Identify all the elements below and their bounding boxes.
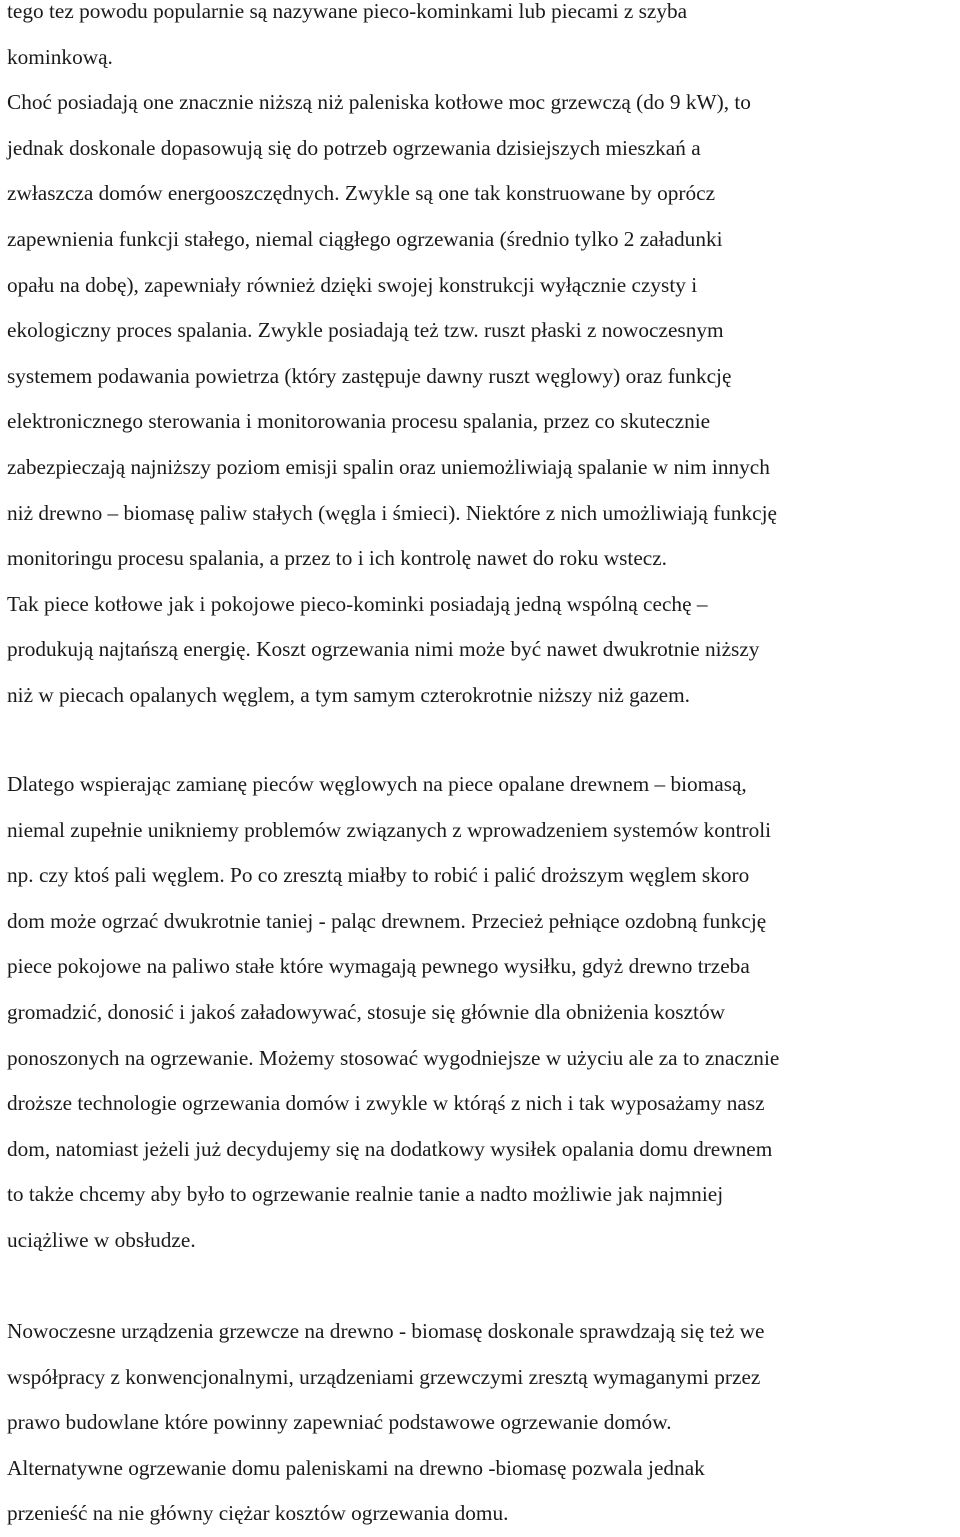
text-line: Choć posiadają one znacznie niższą niż paleniska kotłowe moc grzewczą (do 9 kW), to — [7, 90, 751, 115]
text-line: droższe technologie ogrzewania domów i zwykle w którąś z nich i tak wyposażamy nasz — [7, 1091, 765, 1116]
text-line: niż w piecach opalanych węglem, a tym samym czterokrotnie niższy niż gazem. — [7, 682, 691, 707]
paragraph-block-3 — [7, 1309, 959, 1537]
text-line: niemal zupełnie unikniemy problemów związanych z wprowadzeniem systemów kontroli — [7, 817, 772, 842]
text-line: opału na dobę), zapewniały również dzięki swojej konstrukcji wyłącznie czysty i — [7, 272, 698, 297]
text-line: kominkową. — [7, 44, 113, 69]
text-line: dom może ogrzać dwukrotnie taniej - paląc drewnem. Przecież pełniące ozdobną funkcję — [7, 908, 767, 933]
text-line: współpracy z konwencjonalnymi, urządzeniami grzewczymi zresztą wymaganymi przez — [7, 1364, 761, 1389]
text-line: Tak piece kotłowe jak i pokojowe pieco-kominki posiadają jedną wspólną cechę – — [7, 591, 708, 616]
paragraph-block-2 — [7, 762, 959, 1264]
text-line: gromadzić, donosić i jakoś załadowywać, stosuje się głównie dla obniżenia kosztów — [7, 999, 725, 1024]
text-line: dom, natomiast jeżeli już decydujemy się na dodatkowy wysiłek opalania domu drewnem — [7, 1136, 773, 1161]
text-line: zapewnienia funkcji stałego, niemal ciągłego ogrzewania (średnio tylko 2 załadunki — [7, 226, 723, 251]
text-line: piece pokojowe na paliwo stałe które wymagają pewnego wysiłku, gdyż drewno trzeba — [7, 954, 750, 979]
text-line: np. czy ktoś pali węglem. Po co zresztą miałby to robić i palić droższym węglem skoro — [7, 863, 750, 888]
text-line: przenieść na nie główny ciężar kosztów ogrzewania domu. — [7, 1501, 509, 1526]
text-line: niż drewno – biomasę paliw stałych (węgla i śmieci). Niektóre z nich umożliwiają funkcję — [7, 500, 777, 525]
paragraph-block-1 — [7, 0, 959, 719]
text-line: zwłaszcza domów energooszczędnych. Zwykle są one tak konstruowane by oprócz — [7, 181, 716, 206]
text-line: produkują najtańszą energię. Koszt ogrzewania nimi może być nawet dwukrotnie niższy — [7, 637, 760, 662]
text-line: Nowoczesne urządzenia grzewcze na drewno - biomasę doskonale sprawdzają się też we — [7, 1319, 765, 1343]
text-line: Dlatego wspierając zamianę pieców węglowych na piece opalane drewnem – biomasą, — [7, 772, 747, 796]
text-line: uciążliwe w obsłudze. — [7, 1227, 196, 1252]
text-line: Alternatywne ogrzewanie domu paleniskami na drewno -biomasę pozwala jednak — [7, 1455, 705, 1480]
text-line: elektronicznego sterowania i monitorowania procesu spalania, przez co skutecznie — [7, 409, 711, 434]
text-line: tego tez powodu popularnie są nazywane pieco-kominkami lub piecami z szyba — [7, 0, 688, 23]
text-line: zabezpieczają najniższy poziom emisji spalin oraz uniemożliwiają spalanie w nim innych — [7, 454, 770, 479]
text-line: systemem podawania powietrza (który zastępuje dawny ruszt węglowy) oraz funkcję — [7, 363, 732, 388]
text-line: ekologiczny proces spalania. Zwykle posiadają też tzw. ruszt płaski z nowoczesnym — [7, 318, 724, 343]
text-line: to także chcemy aby było to ogrzewanie realnie tanie a nadto możliwie jak najmniej — [7, 1182, 724, 1207]
text-line: monitoringu procesu spalania, a przez to i ich kontrolę nawet do roku wstecz. — [7, 546, 667, 571]
text-line: prawo budowlane które powinny zapewniać podstawowe ogrzewanie domów. — [7, 1410, 672, 1435]
text-line: jednak doskonale dopasowują się do potrzeb ogrzewania dzisiejszych mieszkań a — [7, 135, 701, 160]
text-line: ponoszonych na ogrzewanie. Możemy stosować wygodniejsze w użyciu ale za to znacznie — [7, 1045, 780, 1070]
